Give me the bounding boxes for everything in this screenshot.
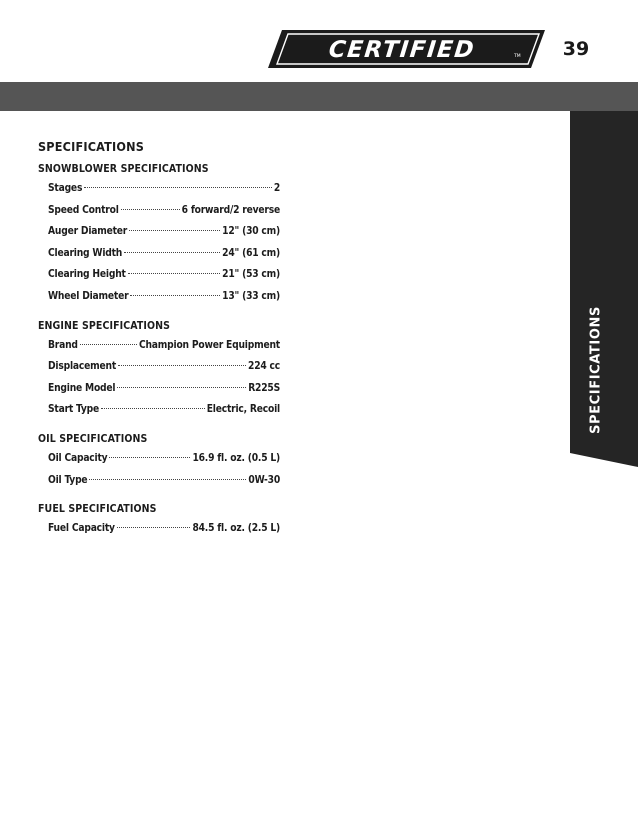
dot-leader [121, 209, 180, 210]
dot-leader [89, 479, 246, 480]
spec-list [38, 448, 280, 491]
spec-value: 24" (61 cm) [222, 247, 280, 259]
section-side-tab [570, 111, 638, 467]
dot-leader [117, 387, 246, 388]
spec-label: Brand [48, 339, 78, 351]
spec-row [48, 264, 280, 286]
spec-list [38, 518, 280, 540]
section-title: SNOWBLOWER SPECIFICATIONS [38, 163, 209, 175]
dot-leader [109, 457, 190, 458]
page-number: 39 [562, 38, 590, 60]
spec-label: Engine Model [48, 382, 116, 394]
section-gap [38, 495, 280, 503]
spec-sections [38, 163, 280, 540]
section-gap [38, 425, 280, 433]
dot-leader [84, 187, 272, 188]
spec-row [48, 378, 280, 400]
spec-value: 2 [273, 183, 280, 194]
side-tab-shape [570, 111, 638, 467]
spec-label: Speed Control [48, 204, 119, 216]
spec-label: Fuel Capacity [48, 523, 115, 535]
spec-label: Start Type [48, 404, 100, 416]
dot-leader [128, 273, 220, 274]
spec-label: Clearing Height [48, 269, 126, 281]
dot-leader [129, 230, 220, 231]
spec-value: 224 cc [248, 361, 280, 373]
dot-leader [124, 252, 220, 253]
spec-label: Oil Capacity [48, 452, 108, 464]
spec-label: Wheel Diameter [48, 290, 129, 302]
spec-row [48, 470, 280, 492]
spec-value: 16.9 fl. oz. (0.5 L) [192, 452, 280, 464]
spec-value: Electric, Recoil [206, 404, 280, 416]
certified-logo [268, 30, 545, 68]
spec-value: 0W-30 [248, 474, 280, 486]
section-title: OIL SPECIFICATIONS [38, 432, 148, 445]
certified-logo-graphic [268, 30, 545, 68]
page-title: SPECIFICATIONS [38, 139, 145, 154]
spec-row [48, 518, 280, 540]
section-title: ENGINE SPECIFICATIONS [38, 319, 171, 332]
spec-row [48, 243, 280, 265]
spec-label: Stages [48, 183, 83, 194]
spec-label: Displacement [48, 361, 117, 373]
section-title: FUEL SPECIFICATIONS [38, 503, 157, 516]
dot-leader [130, 295, 220, 296]
spec-row [48, 178, 280, 200]
spec-label: Auger Diameter [48, 226, 128, 238]
dot-leader [80, 344, 137, 345]
trademark-mark: TM [514, 54, 521, 59]
spec-content [38, 136, 280, 544]
spec-list [38, 335, 280, 421]
spec-section [38, 503, 280, 540]
header-bar [0, 82, 638, 111]
spec-section [38, 433, 280, 503]
spec-value: 13" (33 cm) [222, 290, 280, 302]
spec-value: Champion Power Equipment [138, 339, 280, 351]
spec-value: 84.5 fl. oz. (2.5 L) [192, 523, 280, 535]
spec-label: Clearing Width [48, 247, 123, 259]
spec-row [48, 286, 280, 308]
dot-leader [117, 527, 191, 528]
spec-value: 12" (30 cm) [222, 226, 280, 238]
spec-row [48, 200, 280, 222]
spec-row [48, 335, 280, 357]
spec-list [38, 178, 280, 308]
spec-section [38, 320, 280, 433]
spec-row [48, 399, 280, 421]
section-gap [38, 312, 280, 320]
brand-text: CERTIFIED [327, 37, 477, 63]
spec-value: 21" (53 cm) [222, 269, 280, 281]
spec-row [48, 448, 280, 470]
spec-value: R225S [248, 382, 280, 394]
side-tab-label: SPECIFICATIONS [588, 306, 604, 434]
dot-leader [101, 408, 205, 409]
spec-section [38, 163, 280, 320]
spec-label: Oil Type [48, 474, 88, 486]
spec-row [48, 356, 280, 378]
dot-leader [118, 365, 246, 366]
spec-row [48, 221, 280, 243]
spec-value: 6 forward/2 reverse [181, 204, 280, 216]
